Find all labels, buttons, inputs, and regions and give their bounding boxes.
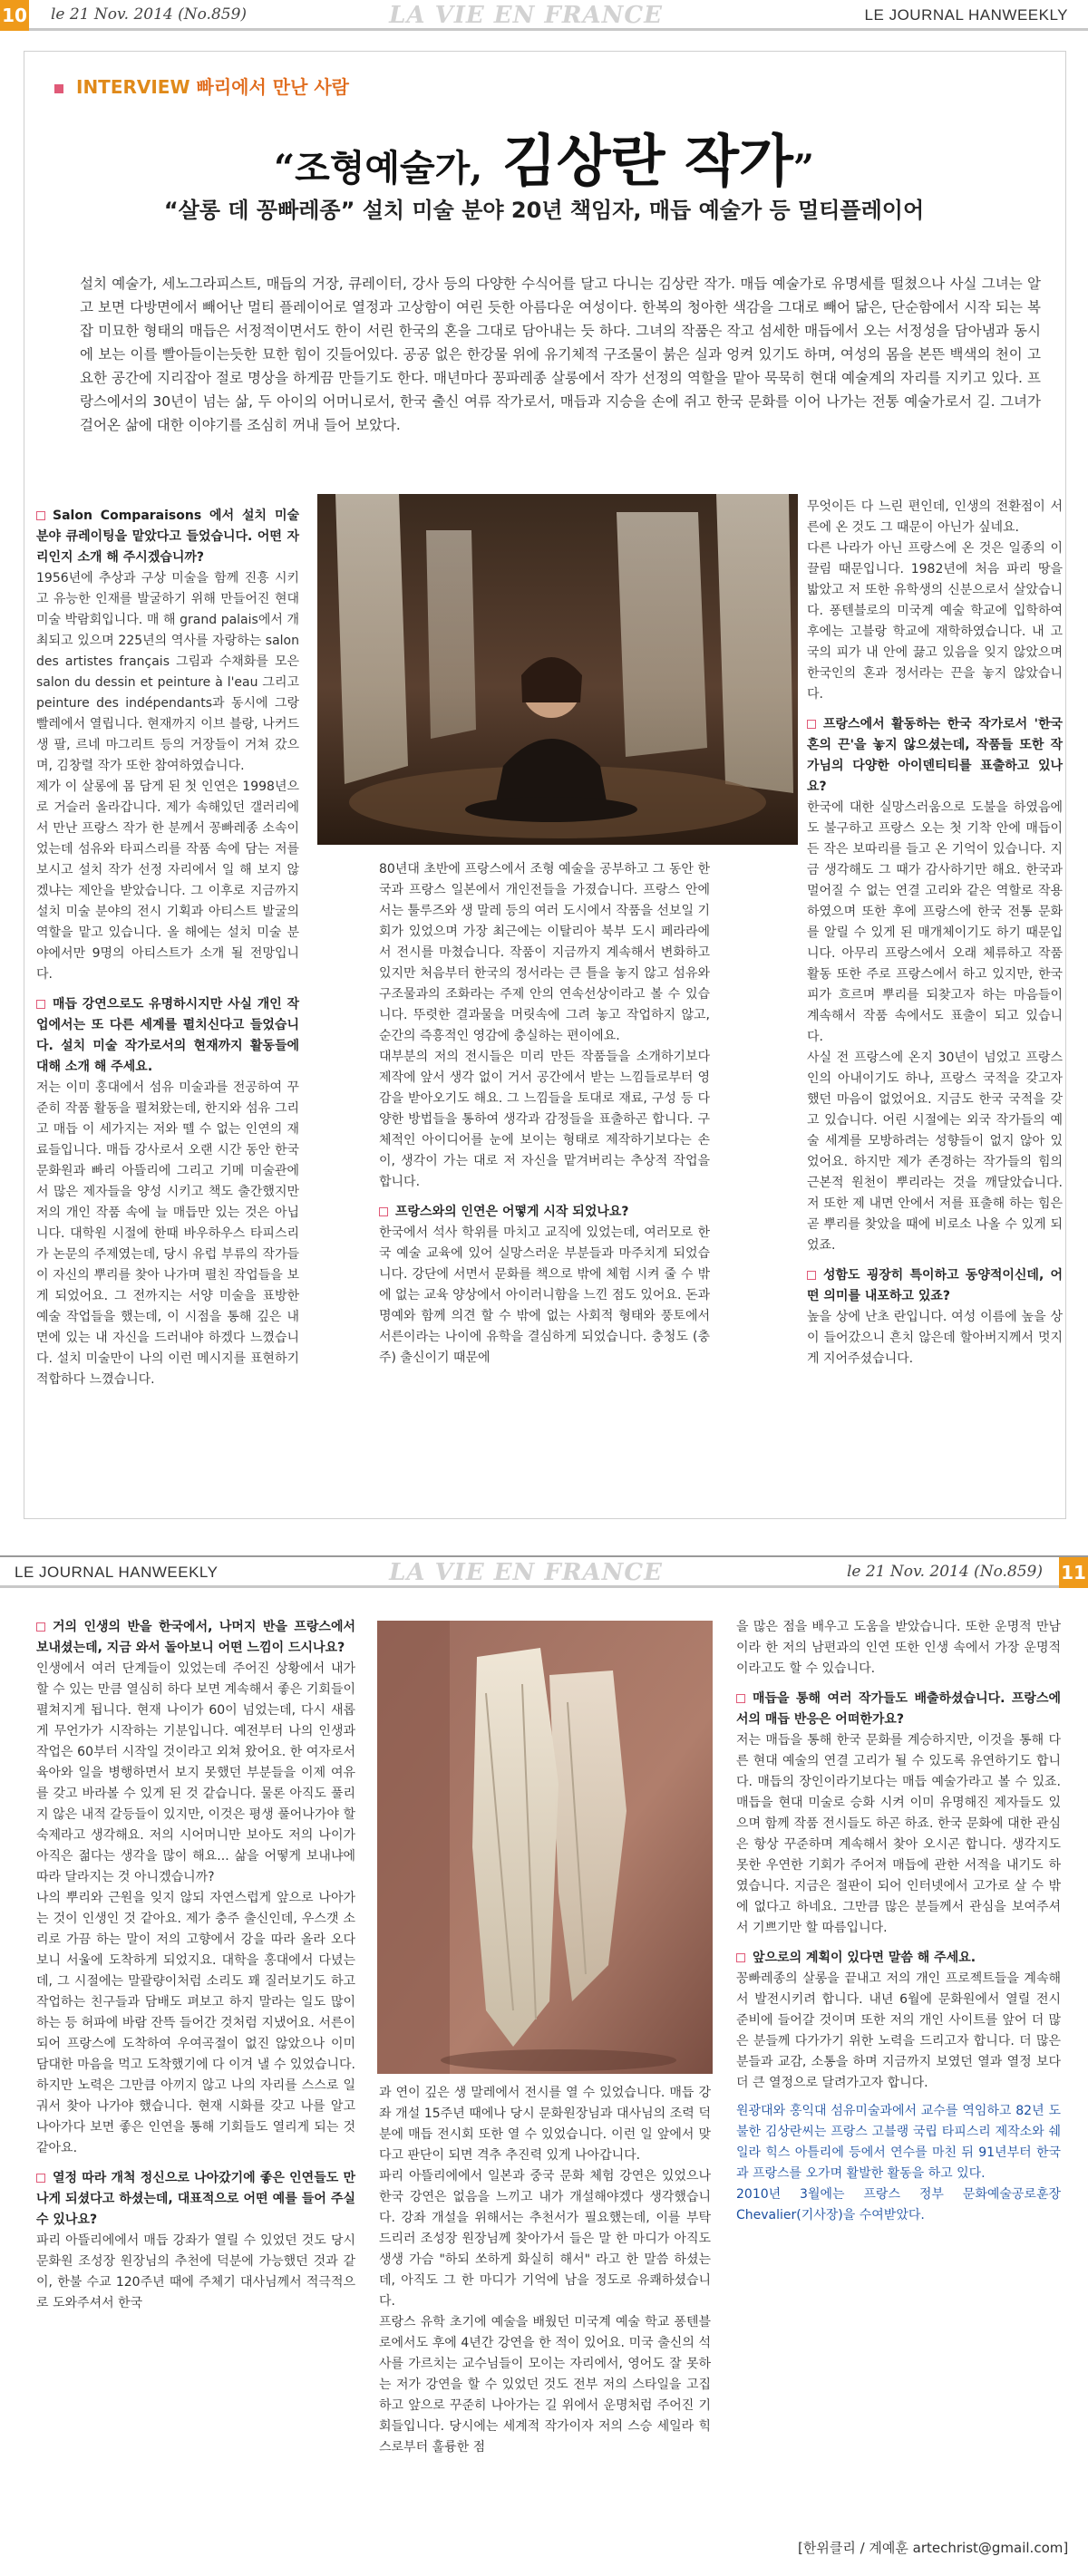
column-2 [379, 859, 710, 1369]
issue-date: le 21 Nov. 2014 (No.859) [51, 5, 248, 24]
question: Salon Comparaisons 에서 설치 미술 분야 큐레이팅을 맡았다고 들었습니다. 어떤 자리인지 소개 해 주시겠습니까? [36, 508, 299, 565]
byline: [한위클리 / 계예훈 artechrist@gmail.com] [798, 2540, 1069, 2556]
answer: 을 많은 점을 배우고 도움을 받았습니다. 또한 운명적 만남이라 한 저의 남편과의 인연 또한 인생 속에서 가장 운명적이라고도 할 수 있습니다. [736, 1620, 1061, 1676]
answer: 다른 나라가 아닌 프랑스에 온 것은 일종의 이끌림 때문입니다. 1982년에 처음 파리 땅을 밟았고 저 또한 유학생의 신분으로서 살았습니다. 퐁텐블로의 미국계 예술 학교에 입학하여 후에는 고블랑 학교에 재학하였습니다. 내 고국의 피가 내 안에 끓고 있음을 잊지 않았으며 한국인의 혼과 정서라는 끈을 놓지 않았습니다. [807, 541, 1063, 702]
question: 프랑스와의 인연은 어떻게 시작 되었나요? [379, 1202, 710, 1223]
headline [0, 116, 1088, 197]
headline-open: “조형예술가, [274, 147, 483, 189]
page-header [0, 0, 1088, 31]
page-number: 11 [1059, 1557, 1088, 1588]
question-square-icon [736, 1953, 745, 1962]
question-square-icon [807, 720, 816, 729]
subheadline: “살롱 데 꽁빠레종” 설치 미술 분야 20년 책임자, 매듭 예술가 등 멀티플레이어 [163, 198, 925, 223]
column-1 [36, 497, 299, 1390]
answer: 대부분의 저의 전시들은 미리 만든 작품들을 소개하기보다 제작에 앞서 생각 없이 거서 공간에서 받는 느낌들로부터 영감을 받아오기도 해요. 그 느낌들을 토대로 재료, 구성 등 다양한 방법들을 통하여 생각과 감정들을 표출하곤 합니다. 구체적인 아이디어를 눈에 보이는 형태로 제작하기보다는 손이, 생각이 가는 대로 저 자신을 맡겨버리는 추상적 작업을 합니다. [379, 1050, 710, 1189]
question: 매듭 강연으로도 유명하시지만 사실 개인 작업에서는 또 다른 세계를 펼치신다고 들었습니다. 설치 미술 작가로서의 현재까지 활동들에 대해 소개 해 주세요. [36, 997, 299, 1074]
question-square-icon [736, 1694, 745, 1703]
question-square-icon [36, 2174, 45, 2183]
question-square-icon [36, 1000, 45, 1009]
answer: 80년대 초반에 프랑스에서 조형 예술을 공부하고 그 동안 한국과 프랑스 일본에서 개인전들을 가졌습니다. 프랑스 안에서는 툴루즈와 생 말레 등의 여러 도시에서 작품을 선보일 기회가 있었으며 가장 최근에는 이탈리아 북부 도시 페라라에서 전시를 마쳤습니다. 작품이 지금까지 계속해서 변화하고 있지만 처음부터 한국의 정서라는 큰 틀을 놓지 않고 섬유와 구조물과의 조화라는 주제 안의 연속선상이라고 볼 수 있습니다. 뚜렷한 결과물을 머릿속에 그려 놓고 작업하지 않고, 순간의 즉흥적인 영감에 충실하는 편이에요. [379, 862, 710, 1043]
magazine-title: LA VIE EN FRANCE [389, 2, 663, 29]
column-3 [807, 497, 1063, 1370]
question-square-icon [379, 1207, 388, 1216]
issue-date: le 21 Nov. 2014 (No.859) [846, 1563, 1043, 1581]
answer: 꽁빠레종의 살롱을 끝내고 저의 개인 프로젝트들을 계속해서 발전시키려 합니다. 내년 6월에 문화원에서 열릴 전시 준비에 들어갈 것이며 또한 저의 개인 사이트를 앞어 더 많은 분들께 다가가기 위한 노력을 드리고자 합니다. 더 많은 분들과 교감, 소통을 하며 지금까지 보였던 열과 열정 보다 더 큰 열정으로 달려가고자 합니다. [736, 1971, 1061, 2090]
column-3 [736, 1617, 1061, 2226]
answer: 파리 아뜰리에에서 일본과 중국 문화 체험 강연은 있었으나 한국 강연은 없음을 느끼고 내가 개설해야겠다 생각했습니다. 강좌 개설을 위해서는 추천서가 필요했는데, 이를 부탁 드리러 조성장 원장님께 찾아가서 들은 말 한 마디가 아직도 생생 가슴 "하되 쏘하게 화실히 해서" 라고 한 말씀 하셨는데, 아직도 그 한 마디가 기억에 남을 정도로 유쾌하셨습니다. [379, 2169, 711, 2309]
journal-name: LE JOURNAL HANWEEKLY [15, 1564, 219, 1581]
magazine-title: LA VIE EN FRANCE [389, 1559, 663, 1586]
question-square-icon [36, 1622, 45, 1632]
question: 프랑스에서 활동하는 한국 작가로서 '한국 혼의 끈'을 놓지 않으셨는데, 작품들 또한 작가님의 다양한 아이덴티티를 표출하고 있나요? [807, 717, 1063, 794]
kicker-square-icon [54, 84, 63, 93]
answer: 1956년에 추상과 구상 미술을 함께 진흥 시키고 유능한 인재를 발굴하기 위해 만들어진 현대 미술 박람회입니다. 매 해 grand palais에서 개최되고 있으며 225년의 역사를 자랑하는 salon des artistes français 그림과 수채화를 모은 salon du dessin et peinture à l'eau 그리고 peinture des indépendants과 동시에 그랑빨레에서 열립니다. 현재까지 이브 블랑, 나커드 생 팔, 르네 마그리트 등의 거장들이 거쳐 갔으며, 김창렬 작가 또한 참여하였습니다. [36, 571, 299, 773]
answer: 나의 뿌리와 근원을 잊지 않되 자연스럽게 앞으로 나아가는 것이 인생인 것 같아요. 제가 충주 출신인데, 우스갯 소리로 가끔 하는 말이 저의 고향에서 강을 따라 올라 오다 보니 서울에 도착하게 되었지요. 대학을 홍대에서 다녔는데, 그 시절에는 말괄량이처럼 소리도 꽤 질러보기도 하고 작업하는 친구들과 담배도 펴보고 하지 말라는 일도 많이 하는 등 허파에 바람 잔뜩 들어간 것처럼 지냈어요. 서른이 되어 프랑스에 도착하여 우여곡절이 없진 않았으나 이미 담대한 마음을 먹고 도착했기에 다 이겨 낼 수 있었습니다. 하지만 노력은 그만큼 아끼지 않고 나의 자리를 스스로 일궈서 찾아 나가야 했습니다. 현재 시화를 갖고 나를 알고 나아가다 보면 좋은 인연을 통해 기회들도 열리게 되는 것 같아요. [36, 1891, 355, 2155]
artist-award: 2010년 3월에는 프랑스 정부 문화예술공로훈장 Chevalier(기사장)을 수여받았다. [736, 2187, 1061, 2223]
answer: 저는 이미 홍대에서 섬유 미술과를 전공하여 꾸준히 작품 활동을 펼쳐왔는데, 한지와 섬유 그리고 매듭 이 세가지는 저와 뗄 수 없는 인연의 재료들입니다. 매듭 강사로서 오랜 시간 동안 한국 문화원과 빠리 아뜰리에 그리고 기메 미술관에서 많은 제자들을 양성 시키고 책도 출간했지만 저의 개인 작품 속에 늘 매듭만 있는 것은 아닙니다. 대학원 시절에 한때 바우하우스 타피스리가 논문의 주제였는데, 당시 유럽 부류의 작가들이 자신의 뿌리를 찾아 나가며 펼친 작업들을 보게 되었어요. 그 전까지는 서양 미술을 표방한 예술 작업들을 했는데, 이 시점을 통해 깊은 내면에 있는 내 자신을 드러내야 하겠다 느꼈습니다. 설치 미술만이 나의 이런 메시지를 표현하기 적합하다 느꼈습니다. [36, 1080, 299, 1387]
section-kicker [54, 73, 349, 99]
lead-paragraph: 설치 예술가, 세노그라피스트, 매듭의 거장, 큐레이터, 강사 등의 다양한 수식어를 달고 다니는 김상란 작가. 매듭 예술가로 유명세를 떨쳤으나 사실 그녀는 알고 보면 다방면에서 빼어난 멀티 플레이어로 열정과 고상함이 여린 듯한 아름다운 여성이다. 한복의 청아한 색감을 그대로 빼어 닮은, 단순함에서 시작 되는 복잡 미묘한 형태의 매듭은 서정적이면서도 한이 서린 한국의 혼을 그대로 담아내는 듯 하다. 그녀의 작품은 작고 섬세한 매듭에서 오는 서정성을 담아냄과 동시에 보는 이를 빨아들이는듯한 묘한 힘이 깃들어있다. 공공 없은 한강물 위에 유기체적 구조물이 붉은 실과 엉켜 있기도 하며, 여성의 몸을 본뜬 백색의 천이 고요한 공간에 지리잡아 절로 명상을 하게끔 만들기도 한다. 매년마다 꽁파레종 살롱에서 작가 선정의 역할을 맡아 묵묵히 현대 예술계의 자리를 지키고 있다. 프랑스에서의 30년이 넘는 삶, 두 아이의 어머니로서, 한국 출신 여류 작가로서, 매듭과 지승을 손에 쥐고 한국 문화를 이어 나가는 전통 예술가로서 길. 그녀가 걸어온 삶에 대한 이야기를 조심히 꺼내 들어 보았다. [80, 276, 1041, 433]
question: 매듭을 통해 여러 작가들도 배출하셨습니다. 프랑스에서의 매듭 반응은 어떠한가요? [736, 1691, 1061, 1727]
answer: 한국에서 석사 학위를 마치고 교직에 있었는데, 여러모로 한국 예술 교육에 있어 실망스러운 부분들과 마주치게 되었습니다. 강단에 서면서 문화를 책으로 밖에 체험 시켜 줄 수 밖에 없는 교육 양상에서 아이러니함을 느낀 점도 있어요. 돈과 명예와 함께 의견 할 수 밖에 없는 사회적 형태와 풍토에서 서른이라는 나이에 유학을 결심하게 되었습니다. 충청도 (충주) 출신이기 때문에 [379, 1225, 710, 1365]
question-square-icon [36, 511, 45, 520]
answer: 파리 아뜰리에에서 매듭 강좌가 열릴 수 있었던 것도 당시 문화원 조성장 원장님의 추천에 덕분에 가능했던 것과 같이, 한불 수교 120주년 때에 주체기 대사님께서 적극적으로 도와주셔서 한국 [36, 2233, 355, 2310]
journal-name: LE JOURNAL HANWEEKLY [864, 6, 1068, 24]
question: 거의 인생의 반을 한국에서, 나머지 반을 프랑스에서 보내셨는데, 지금 와서 돌아보니 어떤 느낌이 드시나요? [36, 1620, 355, 1655]
question-square-icon [807, 1271, 816, 1280]
headline-close: ” [792, 147, 814, 189]
answer: 높을 상에 난초 란입니다. 여성 이름에 높을 상이 들어갔으니 흔치 않은데 할아버지께서 멋지게 지어주셨습니다. [807, 1310, 1063, 1366]
artist-photo [317, 494, 798, 845]
headline-name: 김상란 작가 [482, 128, 793, 194]
artwork-photo [377, 1621, 713, 2074]
answer: 사실 전 프랑스에 온지 30년이 넘었고 프랑스인의 아내이기도 하나, 프랑스 국적을 갖고자 했던 마음이 없었어요. 지금도 한국 국적을 갖고 있습니다. 어린 시절에는 외국 작가들의 예술 세계를 모방하려는 성향들이 없지 않아 있었어요. 하지만 제가 존경하는 작가들의 힘의 근본적 원천이 뿌리라는 것을 깨달았습니다. 저 또한 제 내면 안에서 저를 표출해 하는 힘은 곧 뿌리를 찾았을 때에 비로소 나올 수 있게 되었죠. [807, 1051, 1063, 1253]
answer: 제가 이 살롱에 몸 담게 된 첫 인연은 1998년으로 거슬러 올라갑니다. 제가 속해있던 갤러리에서 만난 프랑스 작가 한 분께서 꽁빠레종 소속이었는데 섬유와 타피스리를 작품 속에 담는 저를 보시고 설치 작가 선정 자리에서 일 해 보지 않겠냐는 제안을 받았습니다. 그 이후로 지금까지 설치 미술 분야의 전시 기획과 아티스트 발굴의 역할을 맡고 있습니다. 올 해에는 설치 미술 분야에서만 9명의 아티스트가 소개 될 전망입니다. [36, 780, 299, 982]
answer: 저는 매듭을 통해 한국 문화를 계승하지만, 이것을 통해 다른 현대 예술의 연결 고리가 될 수 있도록 유연하기도 합니다. 매듭의 장인이라기보다는 매듭 예술가라고 볼 수 있죠. 매듭을 현대 미술로 승화 시켜 이미 유명해진 제자들도 있으며 함께 작품 전시들도 하곤 하죠. 한국 문화에 대한 관심은 항상 꾸준하며 계속해서 찾아 오시곤 합니다. 생각지도 못한 우연한 기회가 주어져 매듭에 관한 서적을 내기도 하였습니다. 지금은 절판이 되어 인터넷에서 고가로 살 수 밖에 없다고 하네요. 그만큼 많은 분들께서 관심을 보여주셔서 기쁘기만 할 따름입니다. [736, 1733, 1061, 1935]
column-2 [379, 2083, 711, 2458]
kicker-label: INTERVIEW [76, 76, 190, 98]
kicker-subtitle: 빠리에서 만난 사람 [196, 76, 349, 98]
column-1 [36, 1617, 355, 2314]
artist-bio: 원광대와 홍익대 섬유미술과에서 교수를 역임하고 82년 도불한 김상란씨는 프랑스 고블랭 국립 타피스리 제작소와 쉐일라 힉스 아틀리에 등에서 연수를 마친 뒤 91년부터 한국과 프랑스를 오가며 활발한 활동을 하고 있다. [736, 2104, 1061, 2181]
answer: 프랑스 유학 초기에 예술을 배웠던 미국계 예술 학교 퐁텐블로에서도 후에 4년간 강연을 한 적이 있어요. 미국 출신의 석사를 가르치는 교수님들이 모이는 자리에서, 영어도 잘 못하는 저가 강연을 할 수 있었던 것도 전부 저의 스타일을 고집하고 앞으로 꾸준히 나아가는 길 위에서 운명처럼 주어진 기회들입니다. 당시에는 세계적 작가이자 저의 스승 세일라 힉스로부터 훌륭한 점 [379, 2315, 711, 2455]
answer: 무엇이든 다 느린 편인데, 인생의 전환점이 서른에 온 것도 그 때문이 아닌가 싶네요. [807, 499, 1063, 535]
page-number: 10 [0, 0, 29, 31]
page-header [0, 1557, 1088, 1588]
answer: 한국에 대한 실망스러움으로 도불을 하였음에도 불구하고 프랑스 오는 첫 기착 안에 매듭이 든 작은 보따리를 들고 온 기억이 있습니다. 지금 생각해도 그 때가 감사하기만 해요. 한국과 멀어질 수 없는 연결 고리와 같은 역할로 작용하였으며 또한 후에 프랑스에 한국 전통 문화를 알릴 수 있게 된 매개체이기도 하기 때문입니다. 아무리 프랑스에서 오래 체류하고 작품 활동 또한 주로 프랑스에서 하고 있지만, 한국 피가 흐르며 뿌리를 되찾고자 하는 마음들이 계속해서 작품 속에서도 표출이 되고 있습니다. [807, 800, 1063, 1044]
answer: 인생에서 여러 단계들이 있었는데 주어진 상황에서 내가 할 수 있는 만큼 열심히 하다 보면 계속해서 좋은 기회들이 펼쳐지게 됩니다. 현재 나이가 60이 넘었는데, 다시 새롭게 무언가가 시작하는 기분입니다. 예전부터 나의 인생과 작업은 60부터 시작일 것이라고 외쳐 왔어요. 한 여자로서 육아와 일을 병행하면서 보지 못했던 부분들을 이제 여유를 갖고 바라볼 수 있게 된 것 같습니다. 물론 아직도 풀리지 않은 내적 갈등들이 있지만, 이것은 평생 풀어나가야 할 숙제라고 생각해요. 저의 시어머니만 보아도 저의 나이가 아직은 젊다는 생각을 많이 해요... 삶을 어떻게 보내냐에 따라 달라지는 것 아니겠습니까? [36, 1661, 355, 1884]
question: 열정 따라 개척 정신으로 나아갔기에 좋은 인연들도 만나게 되셨다고 하셨는데, 대표적으로 어떤 예를 들어 주실 수 있나요? [36, 2171, 355, 2227]
question: 앞으로의 계획이 있다면 말씀 해 주세요. [736, 1948, 1061, 1969]
answer: 과 연이 깊은 생 말레에서 전시를 열 수 있었습니다. 매듭 강좌 개설 15주년 때에나 당시 문화원장님과 대사님의 조력 덕분에 매듭 전시회 또한 열 수 있었습니다. 이런 일 앞에서 맞다고 판단이 되면 격추 추진력 있게 나아갑니다. [379, 2086, 711, 2163]
page-11 [0, 1555, 1088, 2576]
question: 성함도 굉장히 특이하고 동양적이신데, 어떤 의미를 내포하고 있죠? [807, 1268, 1063, 1303]
